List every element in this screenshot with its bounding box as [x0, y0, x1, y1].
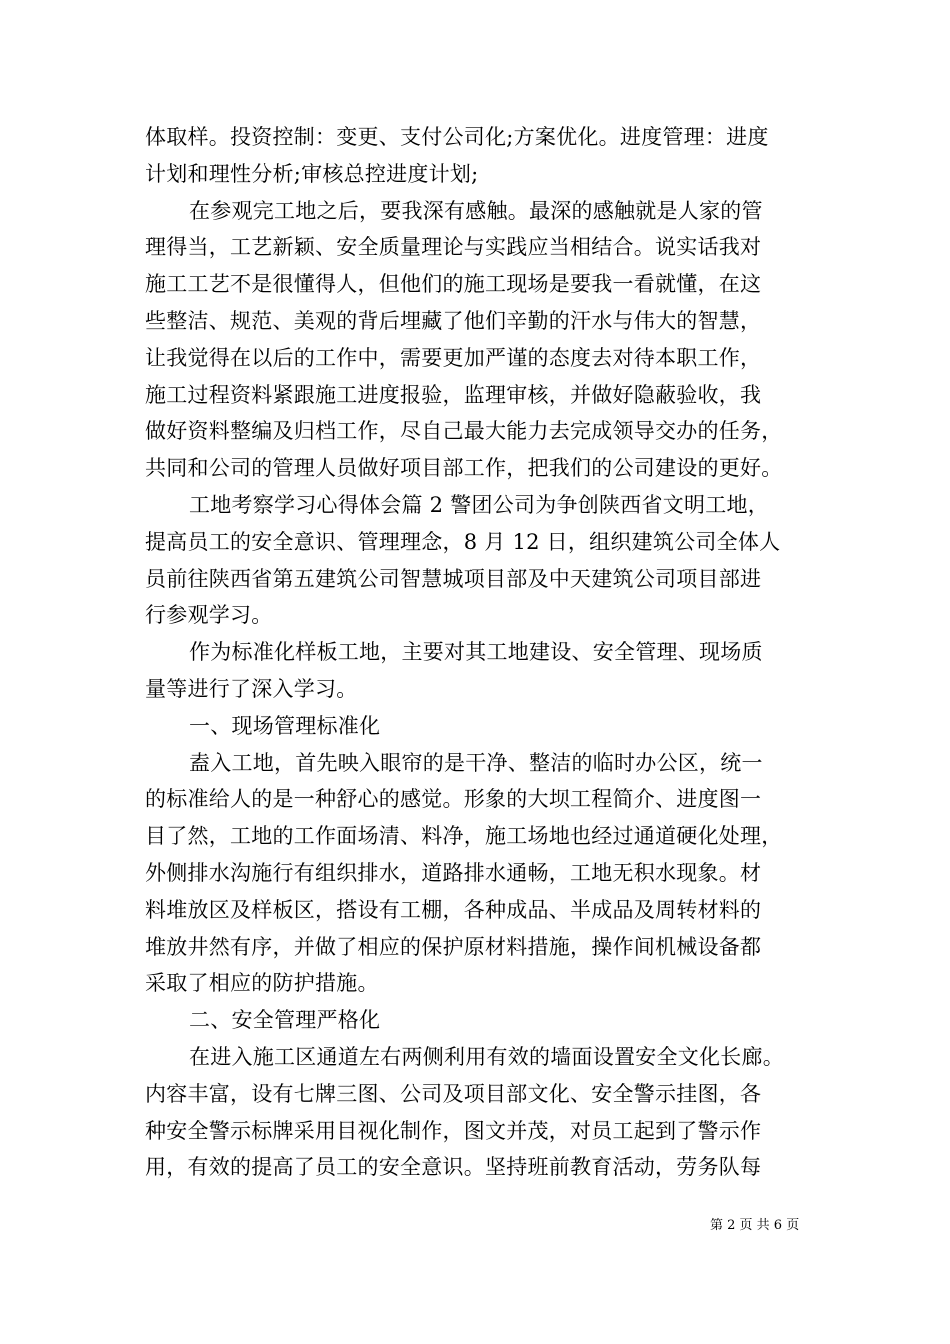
body-text: [145, 119, 813, 1186]
text-line: 让我觉得在以后的工作中，需要更加严谨的态度去对待本职工作，: [145, 345, 762, 370]
text-line: 施工工艺不是很懂得人，但他们的施工现场是要我一看就懂，在这: [145, 272, 762, 297]
paragraph-start-line: 在参观完工地之后，要我深有感触。最深的感触就是人家的管: [189, 198, 763, 223]
text-line: 种安全警示标牌采用目视化制作，图文并茂，对员工起到了警示作: [145, 1118, 762, 1143]
text-line: 计划和理性分析;审核总控进度计划;: [145, 161, 479, 186]
text-line: 提高员工的安全意识、管理理念，8 月 12 日，组织建筑公司全体人: [145, 529, 781, 554]
text-line: 采取了相应的防护措施。: [145, 971, 379, 996]
text-line: 量等进行了深入学习。: [145, 676, 358, 701]
text-line: 共同和公司的管理人员做好项目部工作，把我们的公司建设的更好。: [145, 456, 783, 481]
text-line: 用，有效的提高了员工的安全意识。坚持班前教育活动，劳务队每: [145, 1155, 762, 1180]
text-line: 的标准给人的是一种舒心的感觉。形象的大坝工程简介、进度图一: [145, 787, 762, 812]
paragraph-start-line: 作为标准化样板工地，主要对其工地建设、安全管理、现场质: [189, 640, 763, 665]
paragraph-start-line: 在进入施工区通道左右两侧利用有效的墙面设置安全文化长廊。: [189, 1044, 784, 1069]
section-heading: 一、现场管理标准化: [189, 713, 381, 738]
page-indicator: 第 2 页 共 6 页: [710, 1218, 800, 1233]
text-line: 体取样。投资控制：变更、支付公司化;方案优化。进度管理：进度: [145, 125, 769, 149]
text-line: 做好资料整编及归档工作，尽自己最大能力去完成领导交办的任务，: [145, 419, 783, 444]
text-line: 理得当，工艺新颖、安全质量理论与实践应当相结合。说实话我对: [145, 235, 762, 260]
paragraph-start-line: 盍入工地，首先映入眼帘的是干净、整洁的临时办公区，统一: [189, 750, 763, 775]
section-heading: 二、安全管理严格化: [189, 1008, 381, 1033]
text-line: 堆放井然有序，并做了相应的保护原材料措施，操作间机械设备都: [145, 934, 762, 959]
text-line: 施工过程资料紧跟施工进度报验，监理审核，并做好隐蔽验收，我: [145, 382, 762, 407]
text-line: 外侧排水沟施行有组织排水，道路排水通畅，工地无积水现象。材: [145, 860, 762, 885]
text-line: 内容丰富，设有七牌三图、公司及项目部文化、安全警示挂图，各: [145, 1081, 762, 1106]
paragraph-start-line: 工地考察学习心得体会篇 2 警团公司为争创陕西省文明工地，: [189, 492, 769, 517]
text-line: 些整洁、规范、美观的背后埋藏了他们辛勤的汗水与伟大的智慧，: [145, 308, 762, 333]
text-line: 员前往陕西省第五建筑公司智慧城项目部及中天建筑公司项目部进: [145, 566, 762, 591]
text-line: 行参观学习。: [145, 603, 273, 628]
text-line: 料堆放区及样板区，搭设有工棚，各种成品、半成品及周转材料的: [145, 897, 762, 922]
text-line: 目了然，工地的工作面场清、料净，施工场地也经过通道硬化处理，: [145, 824, 783, 849]
